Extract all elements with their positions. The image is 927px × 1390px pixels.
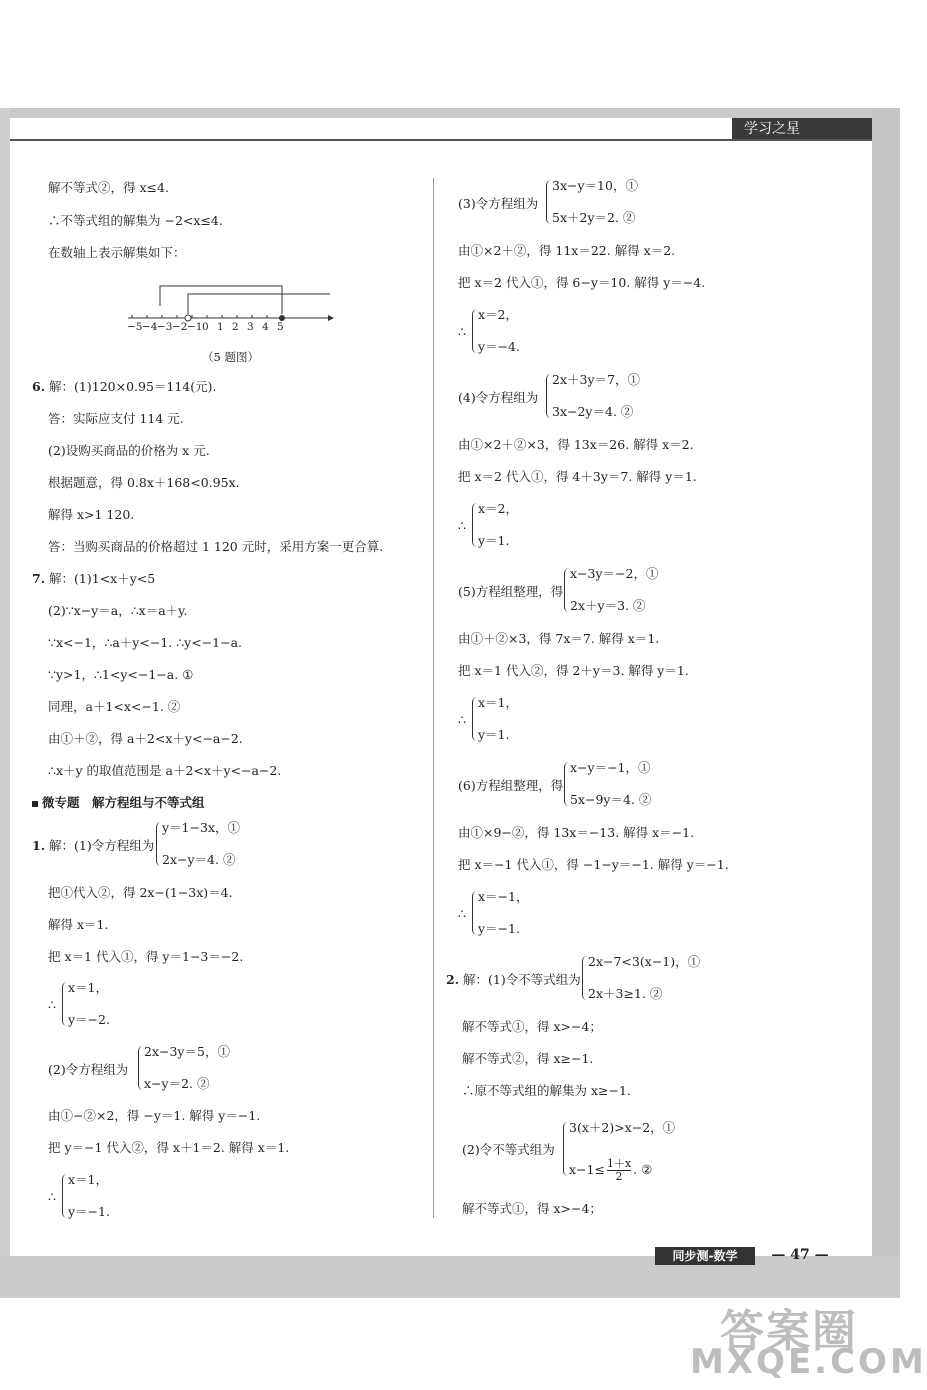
- brace: [546, 180, 551, 224]
- section-title-text: 微专题 解方程组与不等式组: [42, 795, 205, 810]
- equation: y＝1−3x，①: [162, 820, 240, 835]
- fraction-numerator: 1＋x: [606, 1157, 632, 1170]
- text-line: ∴不等式组的解集为 −2<x≤4.: [48, 213, 223, 228]
- axis-tick-label: 1: [217, 321, 224, 333]
- left-gray-edge: [0, 108, 10, 1298]
- result: x＝−1，: [478, 889, 529, 904]
- fraction-denominator: 2: [615, 1170, 623, 1183]
- system-prefix: (3)令方程组为: [458, 196, 539, 211]
- brace: [563, 1122, 568, 1176]
- brace: [62, 982, 67, 1026]
- q6-line: 6. 解：(1)120×0.95＝114(元).: [32, 379, 217, 394]
- equation: 2x−3y＝5，①: [144, 1044, 230, 1059]
- system-prefix: 1. 解：(1)令方程组为: [32, 838, 155, 853]
- section-marker: [32, 801, 38, 807]
- axis-tick-label: −1: [187, 321, 203, 333]
- brace: [472, 503, 477, 547]
- text-line: 把 x＝−1 代入①，得 −1−y＝−1. 解得 y＝−1.: [458, 857, 729, 872]
- section-title: [32, 795, 205, 811]
- equation: 3x−2y＝4. ②: [552, 404, 634, 419]
- text-line: 由①−②×2，得 −y＝1. 解得 y＝−1.: [48, 1108, 261, 1123]
- page-number: — 47 —: [771, 1247, 829, 1263]
- watermark-logo: 答案圈: [720, 1306, 858, 1357]
- equation: x−3y＝−2，①: [570, 566, 659, 581]
- axis-tick-label: −3: [157, 321, 173, 333]
- result: y＝−4.: [478, 339, 520, 354]
- inequality: 3(x＋2)>x−2，①: [569, 1120, 676, 1135]
- therefore-symbol: ∴: [458, 518, 466, 533]
- brace: [472, 309, 477, 353]
- inequality: 2x−7<3(x−1)，①: [588, 954, 701, 969]
- top-gray-band: [0, 108, 900, 118]
- q7-line: 7. 解：(1)1<x＋y<5: [32, 571, 156, 586]
- system-prefix: (5)方程组整理，得: [458, 584, 564, 599]
- result: y＝−1.: [478, 921, 520, 936]
- text-line: 解不等式②，得 x≥−1.: [462, 1051, 594, 1066]
- text-line: 把 y＝−1 代入②，得 x＋1＝2. 解得 x＝1.: [48, 1140, 290, 1155]
- text-line: 在数轴上表示解集如下：: [48, 245, 186, 260]
- equation: 3x−y＝10，①: [552, 178, 638, 193]
- fraction: [607, 1158, 631, 1183]
- axis-tick-label: −2: [172, 321, 188, 333]
- brace: [472, 891, 477, 935]
- result: y＝−1.: [68, 1204, 110, 1219]
- q7-line: 同理，a＋1<x<−1. ②: [48, 699, 181, 714]
- text-line: 由①×2＋②，得 11x＝22. 解得 x＝2.: [458, 243, 676, 258]
- result: y＝1.: [478, 727, 510, 742]
- text-line: 解不等式②，得 x≤4.: [48, 180, 169, 195]
- brace: [62, 1174, 67, 1218]
- text-line: 解得 x＝1.: [48, 917, 109, 932]
- text-line: 把 x＝1 代入①，得 y＝1−3＝−2.: [48, 949, 244, 964]
- q6-line: 解得 x>1 120.: [48, 507, 135, 522]
- system-prefix: 2. 解：(1)令不等式组为: [446, 972, 581, 987]
- q6-line: (2)设购买商品的价格为 x 元.: [48, 443, 210, 458]
- therefore-symbol: ∴: [48, 1189, 56, 1204]
- axis-tick-label: −4: [142, 321, 158, 333]
- q7-line: ∴x＋y 的取值范围是 a＋2<x＋y<−a−2.: [48, 763, 282, 778]
- axis-tick-label: −5: [127, 321, 143, 333]
- q7-line: (2)∵x−y＝a，∴x＝a＋y.: [48, 603, 188, 618]
- axis-tick-label: 5: [277, 321, 284, 333]
- result: x＝1，: [68, 980, 109, 995]
- brace: [138, 1046, 143, 1090]
- text-line: 由①＋②×3，得 7x＝7. 解得 x＝1.: [458, 631, 660, 646]
- text-line: 解不等式①，得 x>−4；: [462, 1201, 602, 1216]
- brace: [564, 762, 569, 806]
- page-number-value: 47: [790, 1247, 810, 1263]
- q7-line: ∵y>1，∴1<y<−1−a. ①: [48, 667, 194, 682]
- watermark-url: MXQE.COM: [690, 1342, 927, 1382]
- therefore-symbol: ∴: [458, 712, 466, 727]
- text-line: 解不等式①，得 x>−4；: [462, 1019, 602, 1034]
- header-rule: [10, 139, 872, 141]
- equation: x−y＝−1，①: [570, 760, 651, 775]
- inequality: 2x＋3≥1. ②: [588, 986, 663, 1001]
- axis-tick-label: 3: [247, 321, 254, 333]
- result: y＝1.: [478, 533, 510, 548]
- text-line: 把①代入②，得 2x−(1−3x)＝4.: [48, 885, 233, 900]
- result: x＝2，: [478, 501, 519, 516]
- equation: x−y＝2. ②: [144, 1076, 210, 1091]
- equation: 2x＋3y＝7，①: [552, 372, 640, 387]
- equation: 5x＋2y＝2. ②: [552, 210, 636, 225]
- text-line: 由①×2＋②×3，得 13x＝26. 解得 x＝2.: [458, 437, 694, 452]
- inequality-2: [569, 1158, 652, 1183]
- brace: [564, 568, 569, 612]
- therefore-symbol: ∴: [458, 906, 466, 921]
- text-line: ∴原不等式组的解集为 x≥−1.: [462, 1083, 631, 1098]
- result: x＝2，: [478, 307, 519, 322]
- q6-line: 根据题意，得 0.8x＋168<0.95x.: [48, 475, 240, 490]
- figure-caption: （5 题图）: [202, 350, 259, 364]
- q6-line: 答：当购买商品的价格超过 1 120 元时，采用方案一更合算.: [48, 539, 384, 554]
- brace: [472, 697, 477, 741]
- right-gray-edge: [872, 108, 900, 1298]
- text-line: 把 x＝2 代入①，得 6−y＝10. 解得 y＝−4.: [458, 275, 706, 290]
- therefore-symbol: ∴: [458, 324, 466, 339]
- result: y＝−2.: [68, 1012, 110, 1027]
- system-prefix: (2)令不等式组为: [462, 1142, 555, 1157]
- text-line: 把 x＝1 代入②，得 2＋y＝3. 解得 y＝1.: [458, 663, 689, 678]
- result: x＝1，: [478, 695, 519, 710]
- axis-tick-label: 4: [262, 321, 269, 333]
- footer-tag: 同步测-数学: [655, 1247, 755, 1265]
- system-prefix: (2)令方程组为: [48, 1062, 129, 1077]
- q7-line: 由①＋②，得 a＋2<x＋y<−a−2.: [48, 731, 243, 746]
- text-line: 把 x＝2 代入①，得 4＋3y＝7. 解得 y＝1.: [458, 469, 697, 484]
- therefore-symbol: ∴: [48, 997, 56, 1012]
- system-prefix: (4)令方程组为: [458, 390, 539, 405]
- equation: 5x−9y＝4. ②: [570, 792, 652, 807]
- axis-tick-label: 2: [232, 321, 239, 333]
- inequality-tail: . ②: [633, 1162, 653, 1177]
- result: x＝1，: [68, 1172, 109, 1187]
- inequality-lhs: x−1≤: [569, 1162, 605, 1177]
- q7-line: ∵x<−1，∴a＋y<−1. ∴y<−1−a.: [48, 635, 243, 650]
- column-divider: [433, 178, 434, 1218]
- brace: [156, 822, 161, 866]
- system-prefix: (6)方程组整理，得: [458, 778, 564, 793]
- brace: [546, 374, 551, 418]
- brace: [582, 956, 587, 1000]
- equation: 2x−y＝4. ②: [162, 852, 236, 867]
- axis-tick-label: 0: [202, 321, 209, 333]
- text-line: 由①×9−②，得 13x＝−13. 解得 x＝−1.: [458, 825, 695, 840]
- q6-line: 答：实际应支付 114 元.: [48, 411, 184, 426]
- header-tag: 学习之星: [732, 118, 872, 140]
- equation: 2x＋y＝3. ②: [570, 598, 646, 613]
